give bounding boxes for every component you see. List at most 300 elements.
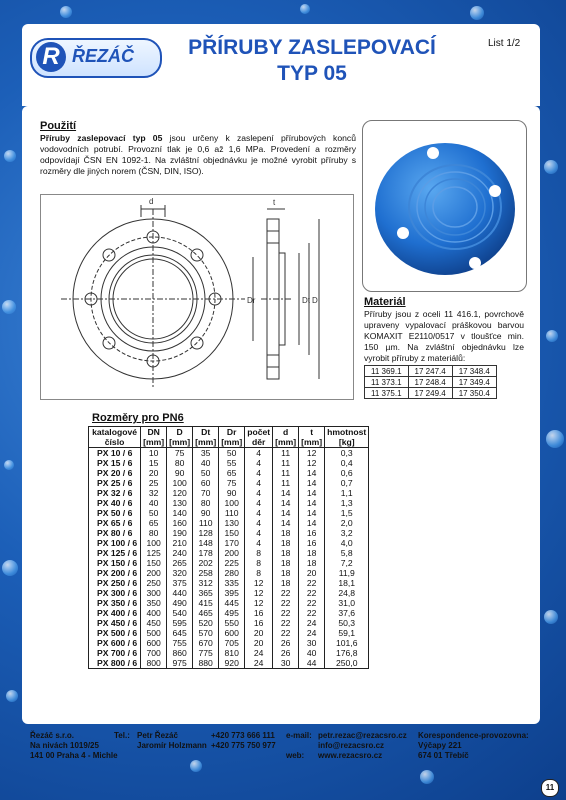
footer-contact-name: Petr Řezáč bbox=[137, 731, 178, 740]
table-cell: 14 bbox=[273, 508, 299, 518]
footer-corr-line: 674 01 Třebíč bbox=[418, 751, 469, 760]
table-row bbox=[89, 578, 369, 588]
company-logo bbox=[30, 38, 162, 78]
bubble bbox=[60, 6, 72, 18]
table-cell: 465 bbox=[193, 608, 219, 618]
table-cell: 570 bbox=[193, 628, 219, 638]
table-cell: 450 bbox=[141, 618, 167, 628]
table-cell: 25 bbox=[141, 478, 167, 488]
usage-text-body: jsou určeny k zaslepení přírubových konců vodovodních potrubí. Provozní tlak je 0,6 až 1,6 MPa. Provedení a rozměry odpovídají ČSN EN 1092-1. Na zvláštní objednávku je možné vyrobit příruby s rozměry dle jiných norem (ČSN, DIN, ISO). bbox=[40, 133, 356, 176]
table-cell: 24 bbox=[299, 628, 325, 638]
table-cell: 210 bbox=[167, 538, 193, 548]
table-cell: 14 bbox=[299, 498, 325, 508]
catalog-number-cell: PX 450 / 6 bbox=[89, 618, 141, 628]
column-header bbox=[299, 427, 325, 448]
table-cell: 50 bbox=[219, 448, 245, 459]
column-header-name: D bbox=[176, 427, 183, 437]
catalog-number-cell: PX 600 / 6 bbox=[89, 638, 141, 648]
bubble bbox=[546, 430, 564, 448]
material-cell: 17 248.4 bbox=[408, 377, 452, 388]
table-row bbox=[89, 558, 369, 568]
table-cell: 18,1 bbox=[325, 578, 369, 588]
column-header-name: DN bbox=[147, 427, 160, 437]
table-cell: 258 bbox=[193, 568, 219, 578]
column-header-name: Dt bbox=[201, 427, 211, 437]
table-cell: 31,0 bbox=[325, 598, 369, 608]
table-cell: 0,6 bbox=[325, 468, 369, 478]
table-cell: 200 bbox=[219, 548, 245, 558]
column-header bbox=[273, 427, 299, 448]
table-cell: 24 bbox=[245, 648, 273, 658]
footer-corr-line: Výčapy 221 bbox=[418, 741, 462, 750]
table-cell: 14 bbox=[299, 468, 325, 478]
table-row bbox=[89, 528, 369, 538]
footer-phones bbox=[211, 731, 276, 751]
table-row bbox=[89, 628, 369, 638]
table-cell: 100 bbox=[141, 538, 167, 548]
table-cell: 265 bbox=[167, 558, 193, 568]
table-cell: 4 bbox=[245, 468, 273, 478]
catalog-number-cell: PX 80 / 6 bbox=[89, 528, 141, 538]
column-header bbox=[219, 427, 245, 448]
footer-company-line: Na nivách 1019/25 bbox=[30, 741, 99, 750]
table-cell: 50 bbox=[193, 468, 219, 478]
table-cell: 20 bbox=[245, 638, 273, 648]
table-cell: 1,3 bbox=[325, 498, 369, 508]
table-cell: 110 bbox=[193, 518, 219, 528]
table-cell: 5,8 bbox=[325, 548, 369, 558]
table-cell: 18 bbox=[273, 538, 299, 548]
table-cell: 20 bbox=[299, 568, 325, 578]
table-row bbox=[89, 458, 369, 468]
table-cell: 11 bbox=[273, 468, 299, 478]
page-title: PŘÍRUBY ZASLEPOVACÍ bbox=[188, 36, 436, 59]
table-row bbox=[89, 468, 369, 478]
bubble bbox=[420, 770, 434, 784]
table-cell: 176,8 bbox=[325, 648, 369, 658]
flange-drawing bbox=[41, 195, 353, 399]
table-cell: 170 bbox=[219, 538, 245, 548]
column-header-name: počet bbox=[247, 427, 271, 437]
table-cell: 200 bbox=[141, 568, 167, 578]
table-cell: 130 bbox=[167, 498, 193, 508]
page-header bbox=[22, 24, 540, 106]
table-cell: 22 bbox=[273, 618, 299, 628]
table-cell: 7,2 bbox=[325, 558, 369, 568]
material-cell: 17 350.4 bbox=[452, 388, 496, 399]
table-cell: 40 bbox=[299, 648, 325, 658]
table-cell: 20 bbox=[141, 468, 167, 478]
table-cell: 365 bbox=[193, 588, 219, 598]
table-cell: 250,0 bbox=[325, 658, 369, 669]
table-cell: 645 bbox=[167, 628, 193, 638]
usage-text-bold: Příruby zaslepovací typ 05 bbox=[40, 133, 163, 143]
table-cell: 70 bbox=[193, 488, 219, 498]
table-cell: 50 bbox=[141, 508, 167, 518]
bubble bbox=[470, 6, 484, 20]
table-cell: 495 bbox=[219, 608, 245, 618]
table-cell: 540 bbox=[167, 608, 193, 618]
table-row bbox=[89, 608, 369, 618]
table-cell: 22 bbox=[299, 608, 325, 618]
column-header bbox=[325, 427, 369, 448]
table-cell: 80 bbox=[193, 498, 219, 508]
table-cell: 150 bbox=[141, 558, 167, 568]
table-cell: 90 bbox=[219, 488, 245, 498]
catalog-number-cell: PX 40 / 6 bbox=[89, 498, 141, 508]
table-cell: 14 bbox=[299, 518, 325, 528]
table-cell: 26 bbox=[273, 638, 299, 648]
table-cell: 35 bbox=[193, 448, 219, 459]
table-cell: 55 bbox=[219, 458, 245, 468]
table-cell: 75 bbox=[167, 448, 193, 459]
table-cell: 0,4 bbox=[325, 458, 369, 468]
table-cell: 600 bbox=[141, 638, 167, 648]
table-cell: 10 bbox=[141, 448, 167, 459]
material-cell: 17 249.4 bbox=[408, 388, 452, 399]
table-cell: 8 bbox=[245, 568, 273, 578]
footer-web-label: web: bbox=[286, 751, 305, 760]
table-cell: 24 bbox=[299, 618, 325, 628]
table-cell: 700 bbox=[141, 648, 167, 658]
table-cell: 59,1 bbox=[325, 628, 369, 638]
table-cell: 18 bbox=[299, 548, 325, 558]
table-cell: 120 bbox=[167, 488, 193, 498]
column-header-unit: číslo bbox=[104, 437, 125, 447]
catalog-number-cell: PX 200 / 6 bbox=[89, 568, 141, 578]
technical-drawing bbox=[40, 194, 354, 400]
material-text: Příruby jsou z oceli 11 416.1, povrchově upraveny vypalovací práškovou barvou KOMAXIT E2110/0517 v tloušťce min. 150 µm. Na zvláštní objednávku lze vyrobit příruby z materiálů: bbox=[364, 309, 524, 363]
label-t: t bbox=[273, 198, 276, 207]
table-cell: 4 bbox=[245, 458, 273, 468]
catalog-number-cell: PX 350 / 6 bbox=[89, 598, 141, 608]
table-cell: 1,1 bbox=[325, 488, 369, 498]
table-cell: 128 bbox=[193, 528, 219, 538]
table-row bbox=[89, 498, 369, 508]
table-cell: 30 bbox=[299, 638, 325, 648]
table-cell: 12 bbox=[245, 578, 273, 588]
table-cell: 600 bbox=[219, 628, 245, 638]
column-header-unit: [kg] bbox=[338, 437, 355, 447]
table-cell: 32 bbox=[141, 488, 167, 498]
blind-flange-image bbox=[363, 121, 526, 291]
footer-web-link[interactable]: www.rezacsro.cz bbox=[318, 751, 383, 760]
table-cell: 80 bbox=[141, 528, 167, 538]
table-cell: 520 bbox=[193, 618, 219, 628]
column-header bbox=[245, 427, 273, 448]
table-cell: 4 bbox=[245, 488, 273, 498]
table-cell: 335 bbox=[219, 578, 245, 588]
table-cell: 18 bbox=[273, 558, 299, 568]
table-cell: 280 bbox=[219, 568, 245, 578]
table-cell: 18 bbox=[273, 578, 299, 588]
table-cell: 14 bbox=[299, 478, 325, 488]
table-cell: 240 bbox=[167, 548, 193, 558]
table-cell: 4 bbox=[245, 498, 273, 508]
table-cell: 130 bbox=[219, 518, 245, 528]
table-cell: 12 bbox=[245, 588, 273, 598]
table-cell: 4 bbox=[245, 508, 273, 518]
table-cell: 90 bbox=[193, 508, 219, 518]
footer-emails bbox=[318, 731, 407, 761]
table-cell: 18 bbox=[273, 528, 299, 538]
column-header-unit: [mm] bbox=[143, 437, 165, 447]
table-cell: 202 bbox=[193, 558, 219, 568]
table-cell: 101,6 bbox=[325, 638, 369, 648]
bubble bbox=[2, 300, 16, 314]
table-row bbox=[89, 538, 369, 548]
table-cell: 500 bbox=[141, 628, 167, 638]
table-cell: 880 bbox=[193, 658, 219, 669]
catalog-number-cell: PX 250 / 6 bbox=[89, 578, 141, 588]
footer-correspondence bbox=[418, 731, 529, 761]
table-cell: 14 bbox=[273, 518, 299, 528]
table-cell: 4 bbox=[245, 518, 273, 528]
table-cell: 705 bbox=[219, 638, 245, 648]
table-cell: 775 bbox=[193, 648, 219, 658]
dimensions-table bbox=[88, 426, 369, 669]
table-cell: 395 bbox=[219, 588, 245, 598]
footer-tel-label: Tel.: bbox=[114, 731, 130, 740]
bubble bbox=[4, 150, 16, 162]
table-cell: 445 bbox=[219, 598, 245, 608]
catalog-number-cell: PX 125 / 6 bbox=[89, 548, 141, 558]
table-cell: 0,3 bbox=[325, 448, 369, 459]
table-cell: 320 bbox=[167, 568, 193, 578]
table-cell: 15 bbox=[141, 458, 167, 468]
bubble bbox=[4, 460, 14, 470]
table-cell: 60 bbox=[193, 478, 219, 488]
table-cell: 22 bbox=[299, 578, 325, 588]
product-photo bbox=[362, 120, 527, 292]
catalog-number-cell: PX 10 / 6 bbox=[89, 448, 141, 459]
table-cell: 14 bbox=[273, 498, 299, 508]
table-cell: 40 bbox=[193, 458, 219, 468]
table-cell: 490 bbox=[167, 598, 193, 608]
table-cell: 14 bbox=[299, 488, 325, 498]
table-cell: 595 bbox=[167, 618, 193, 628]
logo-mark: R bbox=[36, 42, 66, 72]
table-cell: 18 bbox=[273, 548, 299, 558]
table-cell: 22 bbox=[273, 598, 299, 608]
material-cell: 11 373.1 bbox=[365, 377, 409, 388]
material-table bbox=[364, 365, 497, 399]
table-cell: 11 bbox=[273, 458, 299, 468]
table-cell: 4,0 bbox=[325, 538, 369, 548]
table-row bbox=[89, 638, 369, 648]
table-cell: 44 bbox=[299, 658, 325, 669]
column-header-name: d bbox=[283, 427, 289, 437]
table-cell: 11 bbox=[273, 448, 299, 459]
table-cell: 12 bbox=[299, 458, 325, 468]
column-header bbox=[89, 427, 141, 448]
bubble bbox=[300, 4, 310, 14]
table-cell: 225 bbox=[219, 558, 245, 568]
usage-heading: Použití bbox=[40, 120, 77, 132]
material-cell: 17 349.4 bbox=[452, 377, 496, 388]
table-cell: 12 bbox=[245, 598, 273, 608]
table-cell: 148 bbox=[193, 538, 219, 548]
table-cell: 920 bbox=[219, 658, 245, 669]
table-row bbox=[89, 488, 369, 498]
logo-text: ŘEZÁČ bbox=[72, 46, 134, 66]
material-row bbox=[365, 366, 497, 377]
material-row bbox=[365, 388, 497, 399]
table-cell: 4 bbox=[245, 538, 273, 548]
footer-email-labels bbox=[286, 731, 312, 761]
table-cell: 75 bbox=[219, 478, 245, 488]
material-heading: Materiál bbox=[364, 296, 406, 308]
table-cell: 975 bbox=[167, 658, 193, 669]
table-row bbox=[89, 478, 369, 488]
footer-email-link[interactable]: petr.rezac@rezacsro.cz bbox=[318, 731, 407, 740]
table-cell: 11,9 bbox=[325, 568, 369, 578]
label-dr: Dr bbox=[247, 296, 256, 305]
material-cell: 11 369.1 bbox=[365, 366, 409, 377]
footer-company bbox=[30, 731, 118, 761]
table-cell: 40 bbox=[141, 498, 167, 508]
table-row bbox=[89, 548, 369, 558]
footer-contact-name: Jaromír Holzmann bbox=[137, 741, 207, 750]
catalog-number-cell: PX 65 / 6 bbox=[89, 518, 141, 528]
table-cell: 250 bbox=[141, 578, 167, 588]
table-cell: 100 bbox=[167, 478, 193, 488]
footer-phone: +420 773 666 111 bbox=[211, 731, 275, 740]
catalog-number-cell: PX 50 / 6 bbox=[89, 508, 141, 518]
bubble bbox=[546, 330, 558, 342]
column-header-unit: [mm] bbox=[169, 437, 191, 447]
table-cell: 860 bbox=[167, 648, 193, 658]
catalog-number-cell: PX 100 / 6 bbox=[89, 538, 141, 548]
bubble bbox=[6, 690, 18, 702]
table-cell: 65 bbox=[219, 468, 245, 478]
table-cell: 14 bbox=[273, 488, 299, 498]
table-cell: 4 bbox=[245, 528, 273, 538]
table-cell: 3,2 bbox=[325, 528, 369, 538]
table-cell: 4 bbox=[245, 448, 273, 459]
table-cell: 22 bbox=[273, 588, 299, 598]
table-cell: 150 bbox=[219, 528, 245, 538]
table-row bbox=[89, 448, 369, 459]
catalog-number-cell: PX 400 / 6 bbox=[89, 608, 141, 618]
material-cell: 17 247.4 bbox=[408, 366, 452, 377]
table-cell: 2,0 bbox=[325, 518, 369, 528]
table-cell: 30 bbox=[273, 658, 299, 669]
column-header-unit: [mm] bbox=[301, 437, 323, 447]
table-cell: 375 bbox=[167, 578, 193, 588]
table-cell: 16 bbox=[299, 528, 325, 538]
table-cell: 800 bbox=[141, 658, 167, 669]
table-cell: 26 bbox=[273, 648, 299, 658]
table-cell: 300 bbox=[141, 588, 167, 598]
table-row bbox=[89, 658, 369, 669]
footer-email-link[interactable]: info@rezacsro.cz bbox=[318, 741, 385, 750]
bubble bbox=[2, 560, 18, 576]
dimensions-heading: Rozměry pro PN6 bbox=[92, 412, 184, 424]
column-header bbox=[193, 427, 219, 448]
table-cell: 0,7 bbox=[325, 478, 369, 488]
label-d: d bbox=[149, 197, 154, 206]
table-cell: 22 bbox=[273, 628, 299, 638]
table-cell: 160 bbox=[167, 518, 193, 528]
table-cell: 1,5 bbox=[325, 508, 369, 518]
table-cell: 125 bbox=[141, 548, 167, 558]
table-cell: 24,8 bbox=[325, 588, 369, 598]
table-row bbox=[89, 618, 369, 628]
material-cell: 17 348.4 bbox=[452, 366, 496, 377]
table-cell: 16 bbox=[299, 538, 325, 548]
column-header-name: katalogové bbox=[92, 427, 138, 437]
page-number: 11 bbox=[541, 779, 559, 797]
table-cell: 810 bbox=[219, 648, 245, 658]
table-cell: 16 bbox=[245, 608, 273, 618]
table-cell: 50,3 bbox=[325, 618, 369, 628]
table-cell: 37,6 bbox=[325, 608, 369, 618]
catalog-number-cell: PX 25 / 6 bbox=[89, 478, 141, 488]
table-cell: 22 bbox=[299, 598, 325, 608]
catalog-number-cell: PX 300 / 6 bbox=[89, 588, 141, 598]
table-cell: 14 bbox=[299, 508, 325, 518]
table-cell: 178 bbox=[193, 548, 219, 558]
table-cell: 140 bbox=[167, 508, 193, 518]
table-row bbox=[89, 598, 369, 608]
footer-company-line: Řezáč s.r.o. bbox=[30, 731, 75, 740]
table-cell: 90 bbox=[167, 468, 193, 478]
column-header-name: Dr bbox=[226, 427, 237, 437]
table-row bbox=[89, 518, 369, 528]
column-header bbox=[141, 427, 167, 448]
label-dt: Dt bbox=[302, 296, 310, 305]
catalog-number-cell: PX 150 / 6 bbox=[89, 558, 141, 568]
table-cell: 415 bbox=[193, 598, 219, 608]
label-D: D bbox=[312, 296, 318, 305]
table-cell: 18 bbox=[299, 558, 325, 568]
table-cell: 22 bbox=[273, 608, 299, 618]
column-header-unit: [mm] bbox=[275, 437, 297, 447]
page-subtitle: TYP 05 bbox=[277, 62, 347, 85]
table-cell: 18 bbox=[273, 568, 299, 578]
catalog-number-cell: PX 800 / 6 bbox=[89, 658, 141, 669]
table-cell: 11 bbox=[273, 478, 299, 488]
sheet-number: List 1/2 bbox=[488, 38, 521, 49]
material-row bbox=[365, 377, 497, 388]
table-cell: 440 bbox=[167, 588, 193, 598]
table-cell: 110 bbox=[219, 508, 245, 518]
table-cell: 755 bbox=[167, 638, 193, 648]
table-cell: 670 bbox=[193, 638, 219, 648]
catalog-number-cell: PX 500 / 6 bbox=[89, 628, 141, 638]
table-cell: 400 bbox=[141, 608, 167, 618]
material-cell: 11 375.1 bbox=[365, 388, 409, 399]
table-cell: 20 bbox=[245, 628, 273, 638]
table-cell: 312 bbox=[193, 578, 219, 588]
column-header-unit: děr bbox=[251, 437, 266, 447]
table-cell: 8 bbox=[245, 558, 273, 568]
table-cell: 80 bbox=[167, 458, 193, 468]
table-cell: 12 bbox=[299, 448, 325, 459]
column-header-unit: [mm] bbox=[221, 437, 243, 447]
footer-company-line: 141 00 Praha 4 - Michle bbox=[30, 751, 118, 760]
table-cell: 16 bbox=[245, 618, 273, 628]
table-row bbox=[89, 508, 369, 518]
bubble bbox=[544, 160, 558, 174]
catalog-number-cell: PX 15 / 6 bbox=[89, 458, 141, 468]
bubble bbox=[544, 610, 558, 624]
catalog-number-cell: PX 32 / 6 bbox=[89, 488, 141, 498]
table-row bbox=[89, 568, 369, 578]
footer-phone: +420 775 750 977 bbox=[211, 741, 276, 750]
usage-text bbox=[40, 133, 356, 177]
